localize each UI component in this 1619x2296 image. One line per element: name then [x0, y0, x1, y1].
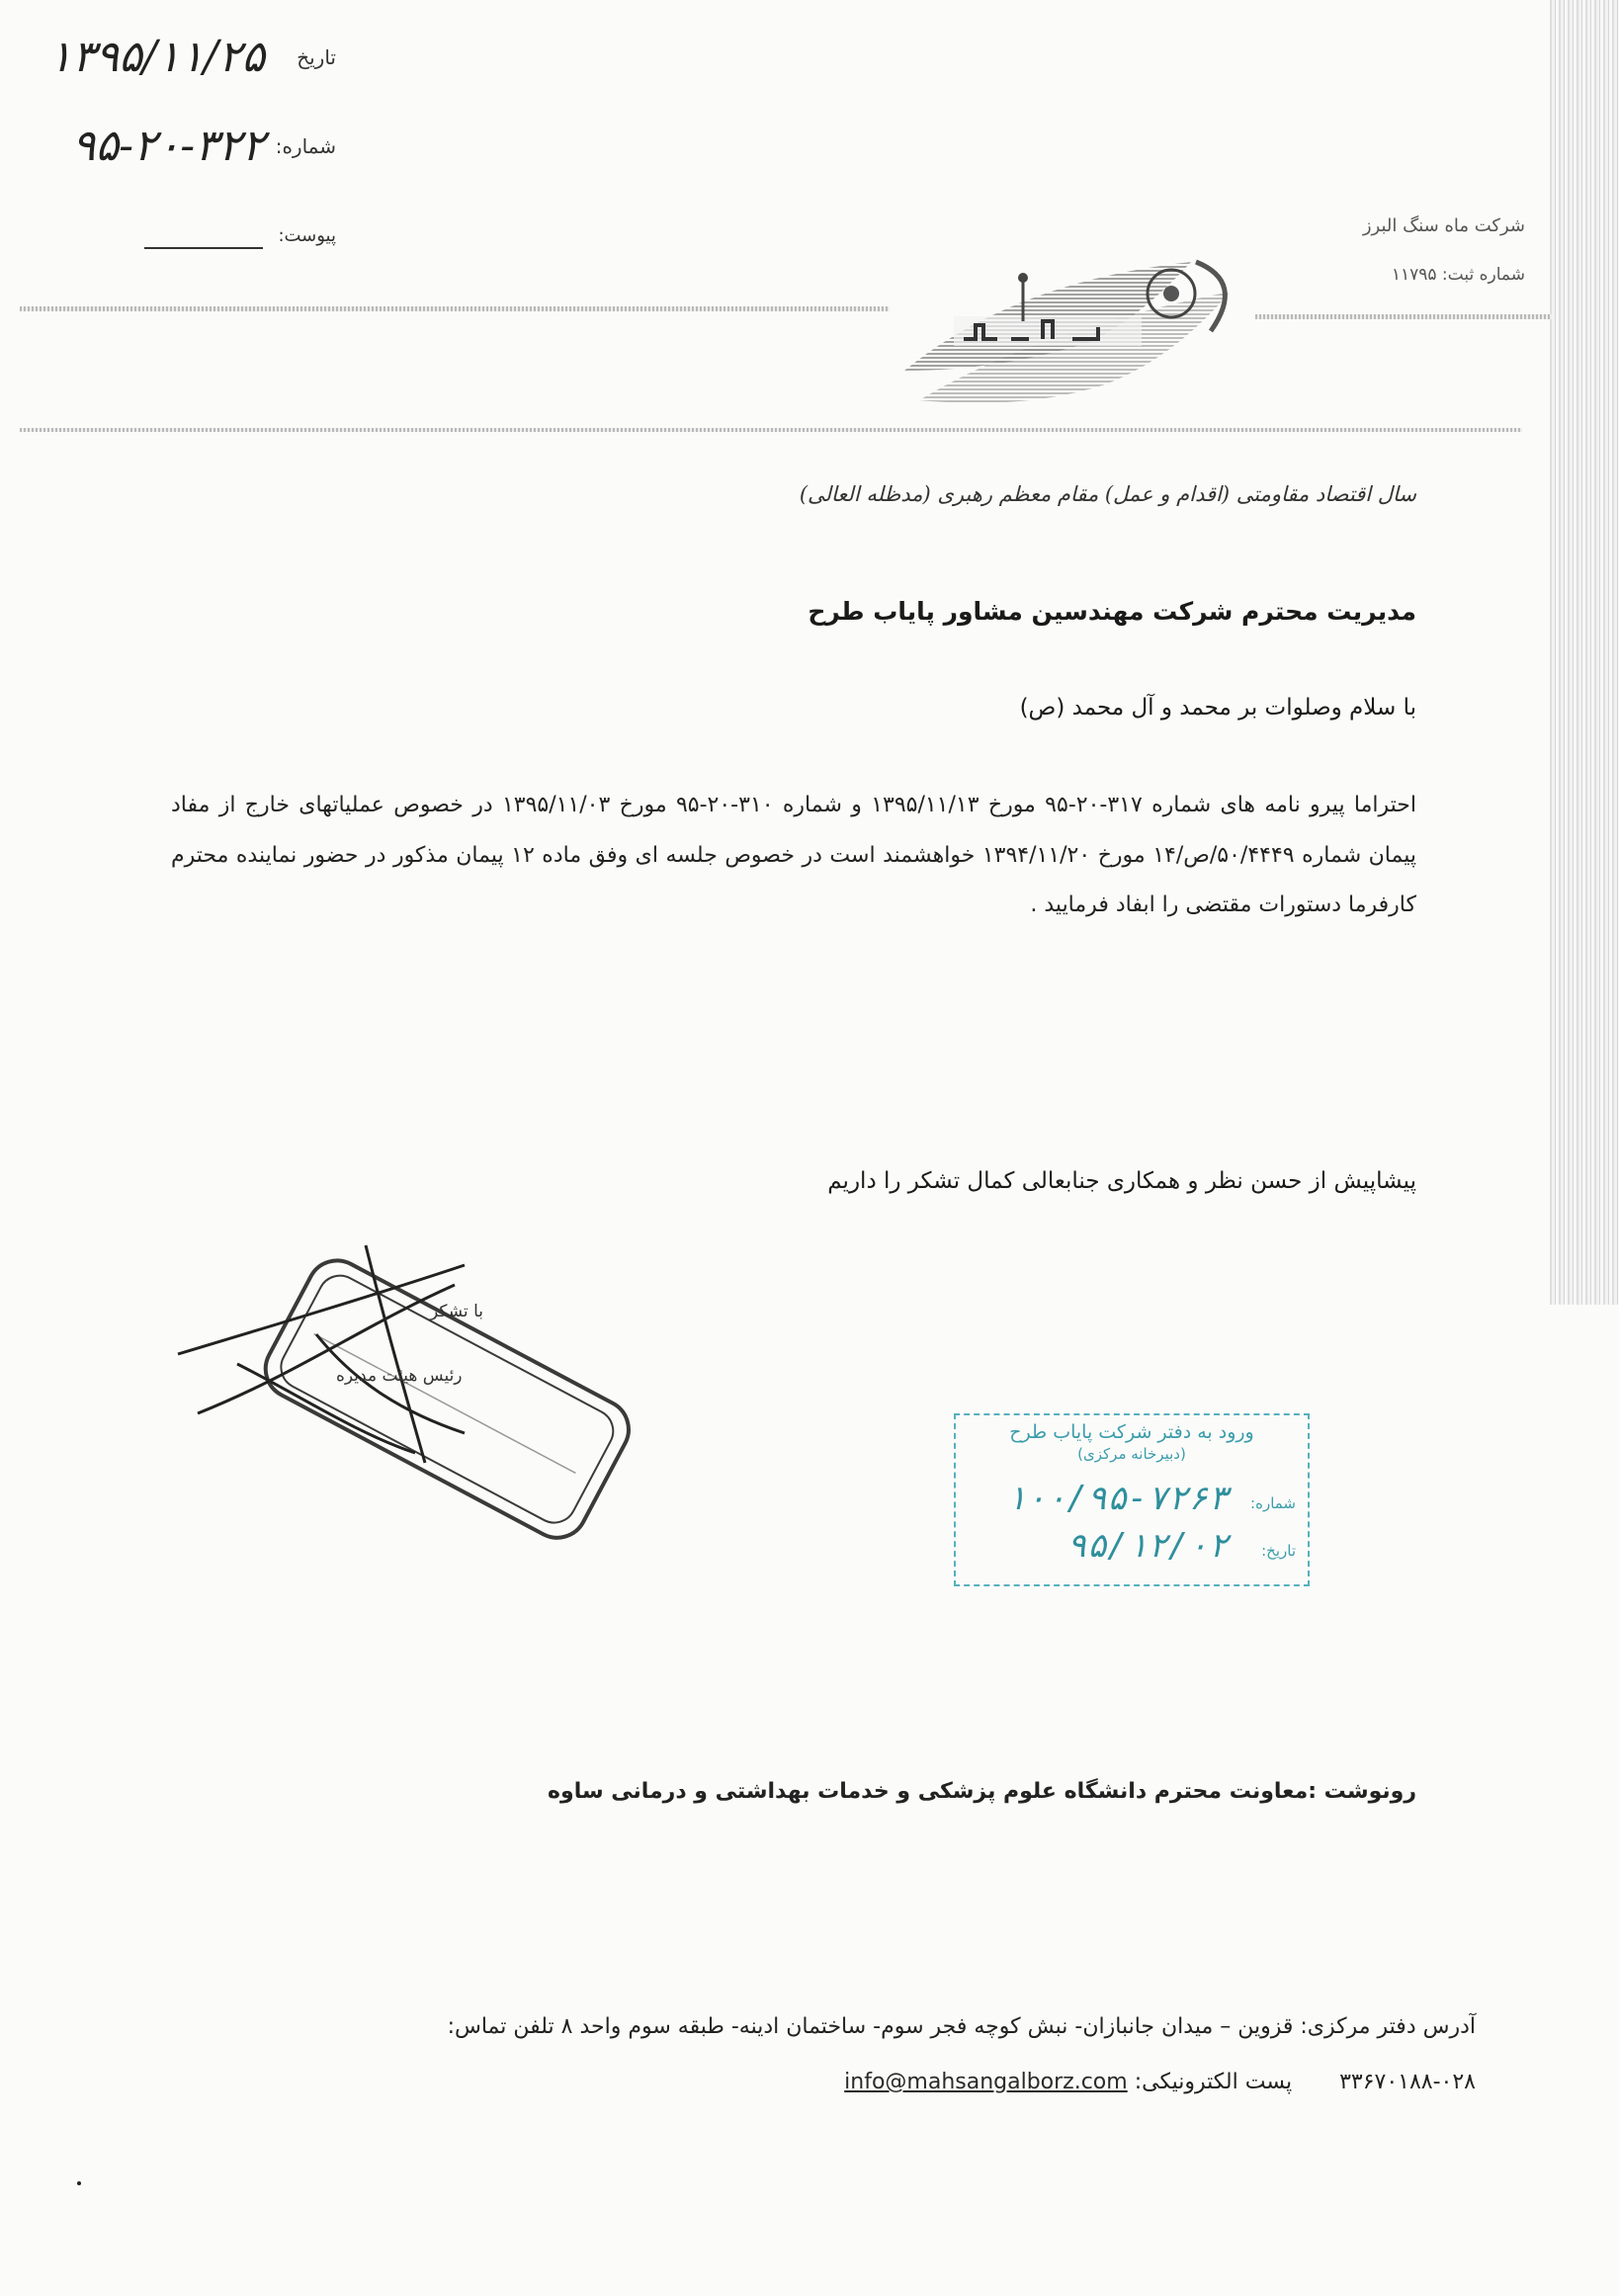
seal-graphic — [158, 1206, 672, 1601]
footer-contact — [309, 2070, 1476, 2094]
attachment-line — [144, 247, 263, 249]
closing: پیشاپیش از حسن نظر و همکاری جنابعالی کمال تشکر را داریم — [827, 1168, 1416, 1194]
motto: سال اقتصاد مقاومتی (اقدام و عمل) مقام معظم رهبری (مدظله العالی) — [799, 482, 1416, 506]
stamp-subtitle: (دبیرخانه مرکزی) — [1077, 1445, 1186, 1463]
company-name: شرکت ماه سنگ البرز — [1362, 215, 1525, 236]
attachment-label: پیوست: — [278, 225, 336, 246]
stamp-date-value: ۹۵/۱۲/۰۲ — [1066, 1526, 1229, 1566]
scan-speck — [77, 2181, 81, 2185]
scan-edge — [1550, 0, 1619, 1305]
stamp-number-label: شماره: — [1250, 1494, 1296, 1512]
company-registration: شماره ثبت: ۱۱۷۹۵ — [1391, 265, 1525, 285]
header-rule-left — [20, 306, 890, 311]
footer-email-link[interactable]: info@mahsangalborz.com — [844, 2070, 1128, 2094]
company-logo — [895, 222, 1255, 425]
date-value: ۱۳۹۵/۱۱/۲۵ — [48, 32, 265, 82]
number-label: شماره: — [275, 134, 336, 158]
stamp-date-label: تاریخ: — [1261, 1542, 1296, 1560]
footer-phone: ۳۳۶۷۰۱۸۸-۰۲۸ — [1339, 2070, 1476, 2094]
date-row — [0, 32, 336, 82]
recipient: مدیریت محترم شرکت مهندسین مشاور پایاب طرح — [808, 597, 1416, 626]
date-label: تاریخ — [297, 45, 336, 69]
footer-address: آدرس دفتر مرکزی: قزوین – میدان جانبازان- نبش کوچه فجر سوم- ساختمان ادینه- طبقه سوم واحد ۸ تلفن تماس: — [447, 2014, 1476, 2039]
number-value: ۹۵-۲۰-۳۲۲ — [71, 121, 265, 171]
header-rule-bottom — [20, 428, 1522, 432]
stamp-number-value: ۱۰۰/۹۵-۷۲۶۳ — [1005, 1479, 1229, 1518]
signature-title: رئیس هیئت مدیره — [336, 1366, 463, 1386]
carbon-copy: رونوشت :معاونت محترم دانشگاه علوم پزشکی و خدمات بهداشتی و درمانی ساوه — [548, 1779, 1416, 1804]
attachment-row — [0, 217, 336, 257]
letter-body: احتراما پیرو نامه های شماره ۳۱۷-۲۰-۹۵ مورخ ۱۳۹۵/۱۱/۱۳ و شماره ۳۱۰-۲۰-۹۵ مورخ ۱۳۹۵/۱۱/۰۳ در خصوص عملیاتهای خارج از مفاد پیمان شماره ۵۰/۴۴۴۹/ص/۱۴ مورخ ۱۳۹۴/۱۱/۲۰ خواهشمند است در خصوص جلسه ای وفق ماده ۱۲ پیمان مذکور در حضور نماینده محترم کارفرما دستورات مقتضی را ابفاد فرمایید . — [171, 793, 1416, 918]
header-rule-right — [1255, 314, 1552, 319]
receipt-stamp — [954, 1413, 1310, 1586]
number-row — [0, 121, 336, 171]
salutation: با سلام وصلوات بر محمد و آل محمد (ص) — [1019, 695, 1416, 721]
stamp-title: ورود به دفتر شرکت پایاب طرح — [1009, 1421, 1254, 1443]
signature-thanks: با تشکر — [430, 1302, 483, 1321]
footer-email-label: پست الکترونیکی: — [1134, 2070, 1293, 2094]
company-seal — [158, 1206, 672, 1601]
